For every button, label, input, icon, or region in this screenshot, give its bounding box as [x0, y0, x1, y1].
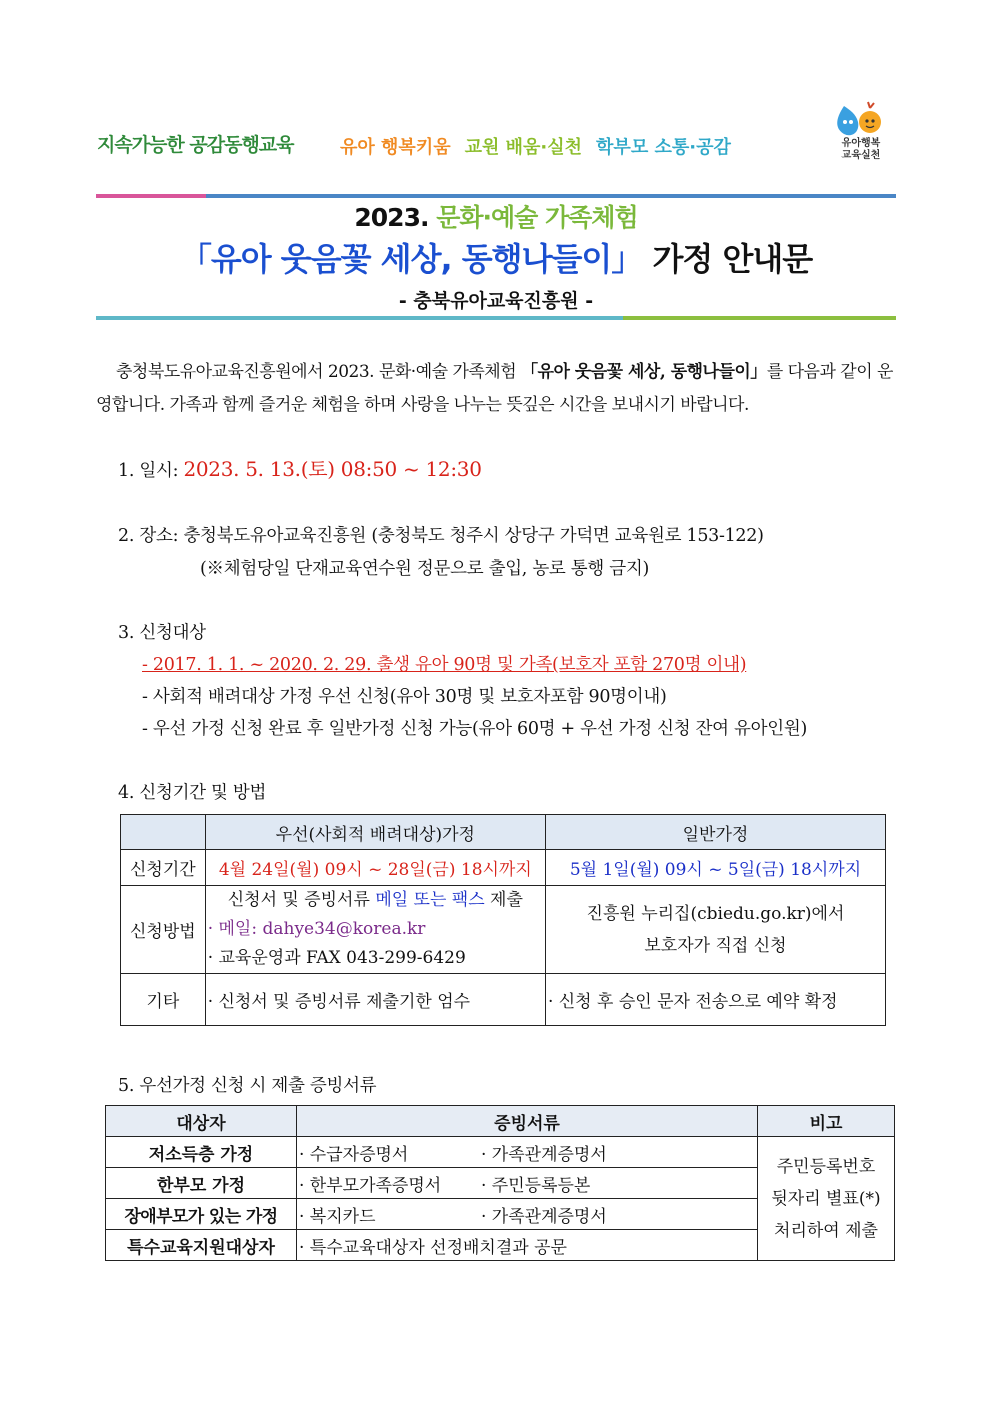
- table5-note: [758, 1137, 895, 1261]
- section-docs-heading: 5. 우선가정 신청 시 제출 증빙서류: [118, 1076, 377, 1096]
- method-title-c: 제출: [484, 890, 523, 910]
- section-period-heading: 4. 신청기간 및 방법: [118, 783, 267, 803]
- place-label: 2. 장소:: [118, 526, 179, 546]
- table5-header-target: 대상자: [106, 1106, 297, 1137]
- title-org: - 충북유아교육진흥원 -: [398, 290, 594, 312]
- place-note: (※체험당일 단재교육연수원 정문으로 출입, 농로 통행 금지): [200, 559, 650, 579]
- section-place: [118, 522, 764, 547]
- title-line-2: [96, 234, 896, 280]
- section-target-heading: 3. 신청대상: [118, 623, 206, 643]
- note-line-3: 처리하여 제출: [774, 1220, 878, 1241]
- table-row-doc2: · 가족관계증명서: [479, 1137, 758, 1168]
- intro-paragraph: [96, 356, 896, 422]
- motto-3: 학부모 소통·공감: [596, 137, 731, 158]
- table-row-doc1: · 수급자증명서: [297, 1137, 480, 1168]
- intro-part2: 를 다음과 같이 운영합니다. 가족과 함께 즐거운 체험을 하며 사랑을 나누는 뜻깊은 시간을 보내시기 바랍니다.: [96, 362, 893, 415]
- period-priority: 4월 24일(월) 09시 ~ 28일(금) 18시까지: [205, 850, 545, 886]
- target-item-2: - 사회적 배려대상 가정 우선 신청(유아 30명 및 보호자포함 90명이내): [142, 687, 667, 707]
- table4-header-blank: [121, 815, 206, 850]
- method-general: [545, 886, 885, 974]
- title-event: 문화·예술 가족체험: [436, 203, 638, 232]
- table-row-doc1: · 복지카드: [297, 1199, 480, 1230]
- note-line-1: 주민등록번호: [776, 1156, 876, 1177]
- date-value: 2023. 5. 13.(토) 08:50 ~ 12:30: [183, 457, 482, 481]
- bottom-divider-teal: [96, 316, 623, 320]
- motto-2: 교원 배움·실천: [464, 137, 583, 158]
- method-label: 신청방법: [121, 886, 206, 974]
- note-line-2: 뒷자리 별표(*): [771, 1188, 881, 1209]
- method-priority-title: [206, 886, 545, 915]
- target-item-3: - 우선 가정 신청 완료 후 일반가정 신청 가능(유아 60명 + 우선 가정 신청 잔여 유아인원): [142, 719, 807, 739]
- method-general-1: 진흥원 누리집(cbiedu.go.kr)에서: [586, 903, 845, 924]
- method-priority: [205, 886, 545, 974]
- logo-caption: [828, 138, 894, 162]
- table-row-doc1: · 특수교육대상자 선정배치결과 공문: [297, 1230, 758, 1261]
- method-mail: · 메일: dahye34@korea.kr: [207, 919, 426, 939]
- documents-table: [105, 1105, 895, 1261]
- table-row-doc2: · 가족관계증명서: [479, 1199, 758, 1230]
- logo-caption-line1: 유아행복: [841, 138, 881, 149]
- method-fax: · 교육운영과 FAX 043-299-6429: [207, 948, 466, 968]
- intro-bold: 「유아 웃음꽃 세상, 동행나들이」: [521, 362, 767, 382]
- table5-header-note: 비고: [758, 1106, 895, 1137]
- target-item-1: - 2017. 1. 1. ~ 2020. 2. 29. 출생 유아 90명 및 가족(보호자 포함 270명 이내): [142, 655, 747, 675]
- table-row-target: 한부모 가정: [106, 1168, 297, 1199]
- table-row-doc2: · 주민등록등본: [479, 1168, 758, 1199]
- section-date: [118, 453, 482, 482]
- table-row-target: 특수교육지원대상자: [106, 1230, 297, 1261]
- bottom-divider-green: [623, 316, 896, 320]
- period-label: 신청기간: [121, 850, 206, 886]
- table4-header-priority: 우선(사회적 배려대상)가정: [205, 815, 545, 850]
- method-title-a: 신청서 및 증빙서류: [227, 890, 376, 910]
- etc-priority: · 신청서 및 증빙서류 제출기한 엄수: [205, 974, 545, 1026]
- table5-header-docs: 증빙서류: [297, 1106, 758, 1137]
- method-title-b: 메일 또는 팩스: [375, 890, 485, 910]
- period-general: 5월 1일(월) 09시 ~ 5일(금) 18시까지: [545, 850, 885, 886]
- title-main-quoted: 「유아 웃음꽃 세상, 동행나들이」: [179, 240, 643, 278]
- etc-general: · 신청 후 승인 문자 전송으로 예약 확정: [545, 974, 885, 1026]
- mottos: [340, 133, 745, 159]
- etc-label: 기타: [121, 974, 206, 1026]
- intro-part1: 충청북도유아교육진흥원에서 2023. 문화·예술 가족체험: [116, 362, 522, 382]
- slogan-logo: 지속가능한 공감동행교육: [97, 134, 294, 156]
- date-label: 1. 일시:: [118, 461, 179, 481]
- title-year: 2023.: [354, 203, 429, 232]
- motto-1: 유아 행복키움: [340, 137, 451, 158]
- method-general-2: 보호자가 직접 신청: [644, 935, 787, 956]
- table4-header-general: 일반가정: [545, 815, 885, 850]
- place-value: 충청북도유아교육진흥원 (충청북도 청주시 상당구 가덕면 교육원로 153-122): [183, 526, 764, 546]
- application-table: [120, 814, 886, 1026]
- title-main-rest: 가정 안내문: [652, 240, 813, 278]
- logo-caption-line2: 교육실천: [841, 150, 881, 161]
- table-row-target: 저소득층 가정: [106, 1137, 297, 1168]
- table-row-target: 장애부모가 있는 가정: [106, 1199, 297, 1230]
- title-line-1: [96, 198, 896, 234]
- table-row-doc1: · 한부모가족증명서: [297, 1168, 480, 1199]
